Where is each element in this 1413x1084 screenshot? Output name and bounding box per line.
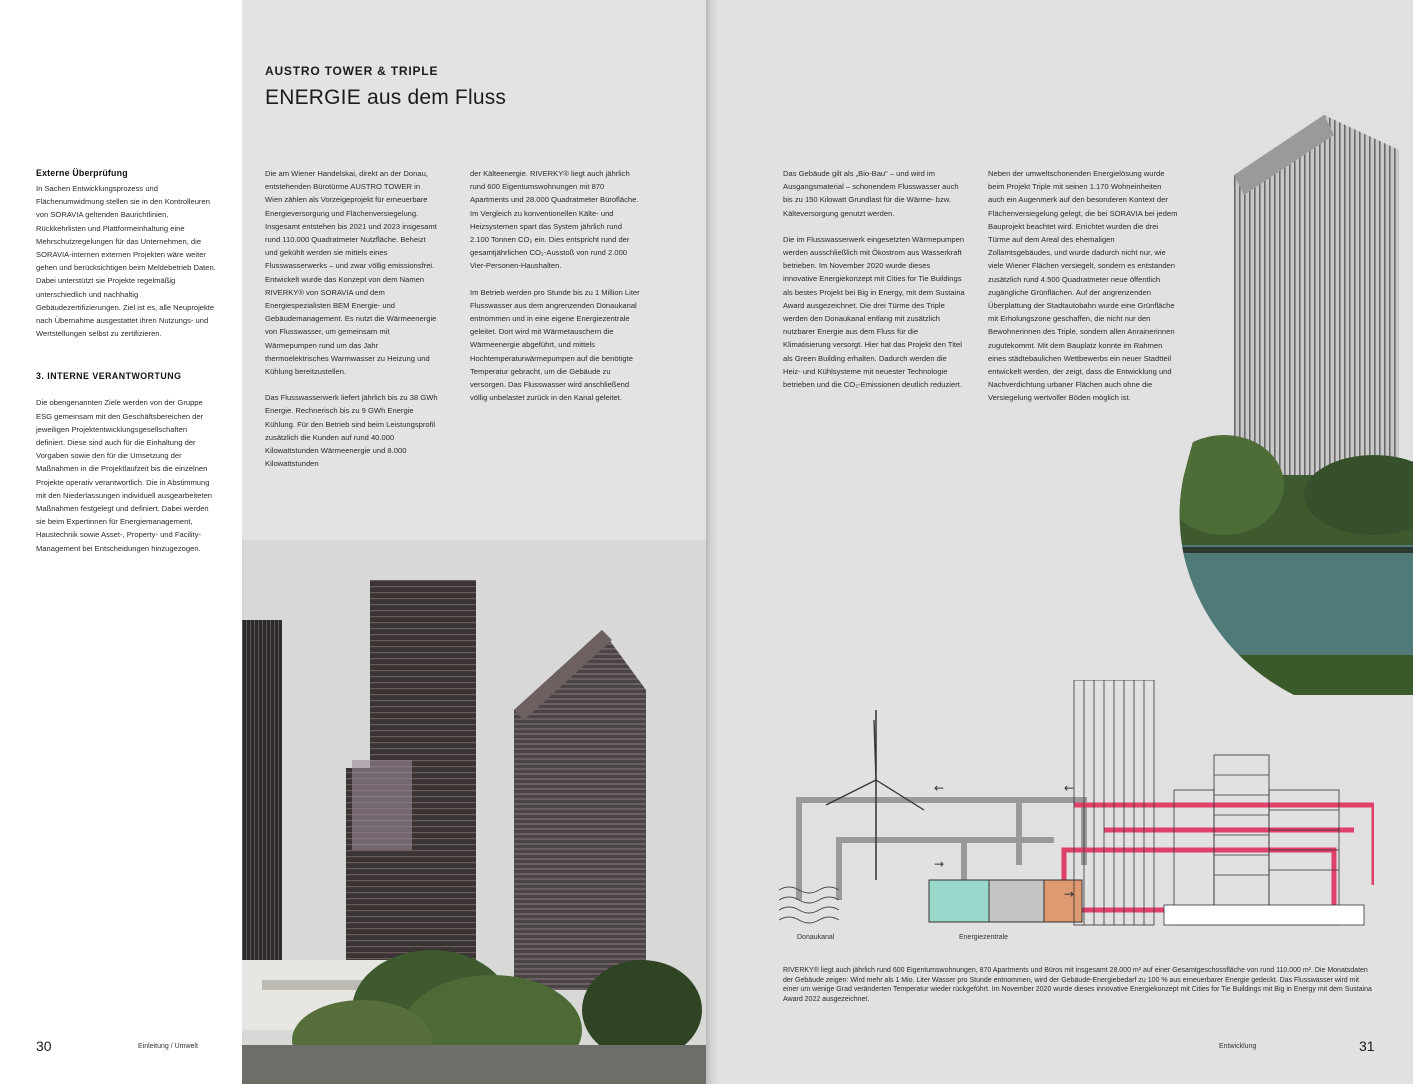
- svg-text:→: →: [1064, 887, 1075, 901]
- left-page: [0, 0, 706, 1084]
- diagram-caption: RIVERKY® liegt auch jährlich rund 600 Eigentumswohnungen, 870 Apartments und Büros mit insgesamt 28.000 m² auf einer Gesamtgeschossfläche von rund 110.000 m². Die Monatsdaten der Gebäude zeigen: Wird mehr als 1 Mio. Liter Wasser pro Stunde entnommen, wird der Gebäude-Energiebedarf zu 100 % aus erneuerbarer Energie gedeckt. Das Flusswasser wird mit einer um wenige Grad veränderten Temperatur wieder rückgeführt. Im November 2020 wurde dieses innovative Energiekonzept mit Cities for Tie Buildings mit Big in Energy mit dem Sustaina Award 2022 ausgezeichnet.: [783, 967, 1372, 1003]
- diagram-label-river: Donaukanal: [797, 934, 835, 941]
- left-running-title: Einleitung / Umwelt: [138, 1043, 198, 1050]
- body-paragraph: Die am Wiener Handelskai, direkt an der Donau, entstehenden Bürotürme AUSTRO TOWER in Wien zählen als Vorzeigeprojekt für erneuerbare Energieversorgung und Flächenversiegelung. Insgesamt entstehen bis 2021 und 2023 insgesamt rund 110.000 Quadratmeter Nutzfläche. Beheizt und gekühlt werden sie mittels eines Flusswasserwerks – und zwar völlig emissionsfrei. Entwickelt wurde das Konzept von dem Namen RIVERKY® von SORAVIA und dem Energiespezialisten BEM Energie- und Gebäudemanagement. Es nutzt die Wärmeenergie von Flusswasser, um gemeinsam mit Wärmepumpen rund um das Jahr thermoelektrisches Warmwasser zu Heizung und Kühlung bereitzustellen.: [265, 169, 437, 377]
- body-column-2: [470, 167, 642, 417]
- body-paragraph: Das Flusswasserwerk liefert jährlich bis zu 38 GWh Energie. Rechnerisch bis zu 9 GWh Energie Kühlung. Für den Betrieb sind beim Leistungsprofil zusätzlich die Kunden auf rund 40.000 Kilowattstunden Wärmeenergie und 8.000 Kilowattstunden: [265, 393, 438, 469]
- section-text-internal-responsibility: Die obengenannten Ziele werden von der Gruppe ESG gemeinsam mit den Geschäftsbereichen der jeweiligen Projektentwicklungsgesellschaften definiert. Diese sind auch für die Einhaltung der Vorgaben sowie den für die Umsetzung der Maßnahmen in die Projektlaufzeit bis die einzelnen Projekte operativ verantwortlich. Die in Abstimmung mit den Niederlassungen individuell ausgearbeiteten Maßnahmen festgelegt und definiert. Dabei werden sie beim Expertinnen für Energiemanagement, Haustechnik sowie Asset-, Property- und Facility-Management bei Entscheidungen hinzugezogen.: [36, 398, 213, 553]
- body-column-4: [988, 167, 1178, 418]
- body-paragraph: Neben der umweltschonenden Energielösung wurde beim Projekt Triple mit seinen 1.170 Wohneinheiten auch ein Augenmerk auf den besonderen Kontext der Flächenversiegelung gelegt, die bei SORAVIA bei jedem Bauprojekt beachtet wird. Errichtet wurden die drei Türme auf dem Areal des ehemaligen Zollamtsgebäudes, und wurde dadurch nicht nur, wie viele Wiener Flächen versiegelt, sondern es entstanden zusätzlich rund 4.500 Quadratmeter neue öffentlich zugängliche Grünflächen. Auf der angrenzenden Überplattung der Stadtautobahn wurde eine Grünfläche mit Erholungszone geschaffen, die nicht nur den Bewohnerinnen des Triple, sondern allen Anrainerinnen zugutekommt. Mit dem Bauplatz konnte im Rahmen eines städtebaulichen Wettbewerbs ein neuer Stadtteil entwickelt werden, der zeigt, dass die Entwicklung und Nachverdichtung urbaner Flächen auch ohne die Versiegelung wertvoller Böden möglich ist.: [988, 169, 1178, 403]
- right-running-title: Entwicklung: [1219, 1043, 1257, 1050]
- section-text-external-review: In Sachen Entwicklungsprozess und Flächenumwidmung stellen sie in den Kontrolleuren von SORAVIA geltenden Baurichtlinien, Rückkehrlisten und Plattformeinhaltung eine Mehrschutzregelungen für das Unternehmen, die SORAVIA-internen externen Projekten wäre weiter gehen und berücksichtigen beim Meldebetrieb Daten. Dabei unterstützt sie Projekte regelmäßig unterschiedlich und nachhaltig Gebäudezertifizierungen. Ziel ist es, alle Neuprojekte nach Übernahme ausgestattet ihren Nutzungs- und Wertstellungen selbst zu zertifizieren.: [36, 184, 216, 339]
- diagram-label-energy-center: Energiezentrale: [959, 934, 1009, 941]
- body-paragraph: der Kälteenergie. RIVERKY® liegt auch jährlich rund 600 Eigentumswohnungen mit 870 Apartments und 28.000 Quadratmeter Bürofläche. Im Vergleich zu konventionellen Kälte- und Heizsystemen spart das System jährlich rund 2.100 Tonnen CO₂ ein. Dies entspricht rund der gesamtjährlichen CO₂-Ausstoß von rund 2.000 Vier-Personen-Haushalten.: [470, 169, 639, 271]
- margin-column: [36, 167, 216, 568]
- book-gutter: [706, 0, 719, 1084]
- body-column-1: [265, 167, 439, 483]
- body-paragraph: Das Gebäude gilt als „Bio-Bau“ – und wird im Ausgangsmaterial – schonendem Flusswasser auch bis zu 150 Kilowatt Grundlast für die Wärme- bzw. Kälteversorgung genutzt werden.: [783, 169, 959, 218]
- body-paragraph: Die im Flusswasserwerk eingesetzten Wärmepumpen werden ausschließlich mit Ökostrom aus Wasserkraft betrieben. Im November 2020 wurde dieses innovative Energiekonzept mit Cities for Tie Buildings als bestes Projekt bei Big in Energy, mit dem Sustaina Award ausgezeichnet. Die drei Türme des Triple werden den Donaukanal entlang mit zusätzlich nutzbarer Energie aus dem Fluss für die Klimatisierung versorgt. Hier hat das Projekt den Titel als Green Building erhalten. Dadurch werden die Heiz- und Kühlsysteme mit neuester Technologie betrieben und die CO₂-Emissionen deutlich reduziert.: [783, 234, 965, 390]
- body-column-3: [783, 167, 965, 404]
- section-heading-internal-responsibility: 3. INTERNE VERANTWORTUNG: [36, 371, 182, 382]
- section-heading-external-review: Externe Überprüfung: [36, 168, 128, 178]
- triple-towers-photo: [242, 540, 706, 1084]
- svg-text:→: →: [934, 857, 945, 871]
- right-page: [719, 0, 1413, 1084]
- austro-tower-photo: [1174, 95, 1413, 695]
- energy-diagram: [774, 680, 1374, 940]
- right-page-number: 31: [1359, 1038, 1375, 1054]
- article-kicker: AUSTRO TOWER & TRIPLE: [265, 64, 439, 78]
- left-page-number: 30: [36, 1038, 52, 1054]
- body-paragraph: Im Betrieb werden pro Stunde bis zu 1 Million Liter Flusswasser aus dem angrenzenden Donaukanal entnommen und in eine eigene Energiezentrale geleitet. Dort wird mit Wärmetauschern die Wärmeenergie abgeführt, und mittels Hochtemperaturwärmepumpen auf die benötigte Temperatur gebracht, um die Gebäude zu versorgen. Das Flusswasser wird anschließend völlig unbelastet zurück in den Kanal geleitet.: [470, 287, 640, 403]
- article-title: ENERGIE aus dem Fluss: [265, 86, 507, 109]
- svg-text:←: ←: [1064, 781, 1075, 795]
- svg-text:←: ←: [934, 781, 945, 795]
